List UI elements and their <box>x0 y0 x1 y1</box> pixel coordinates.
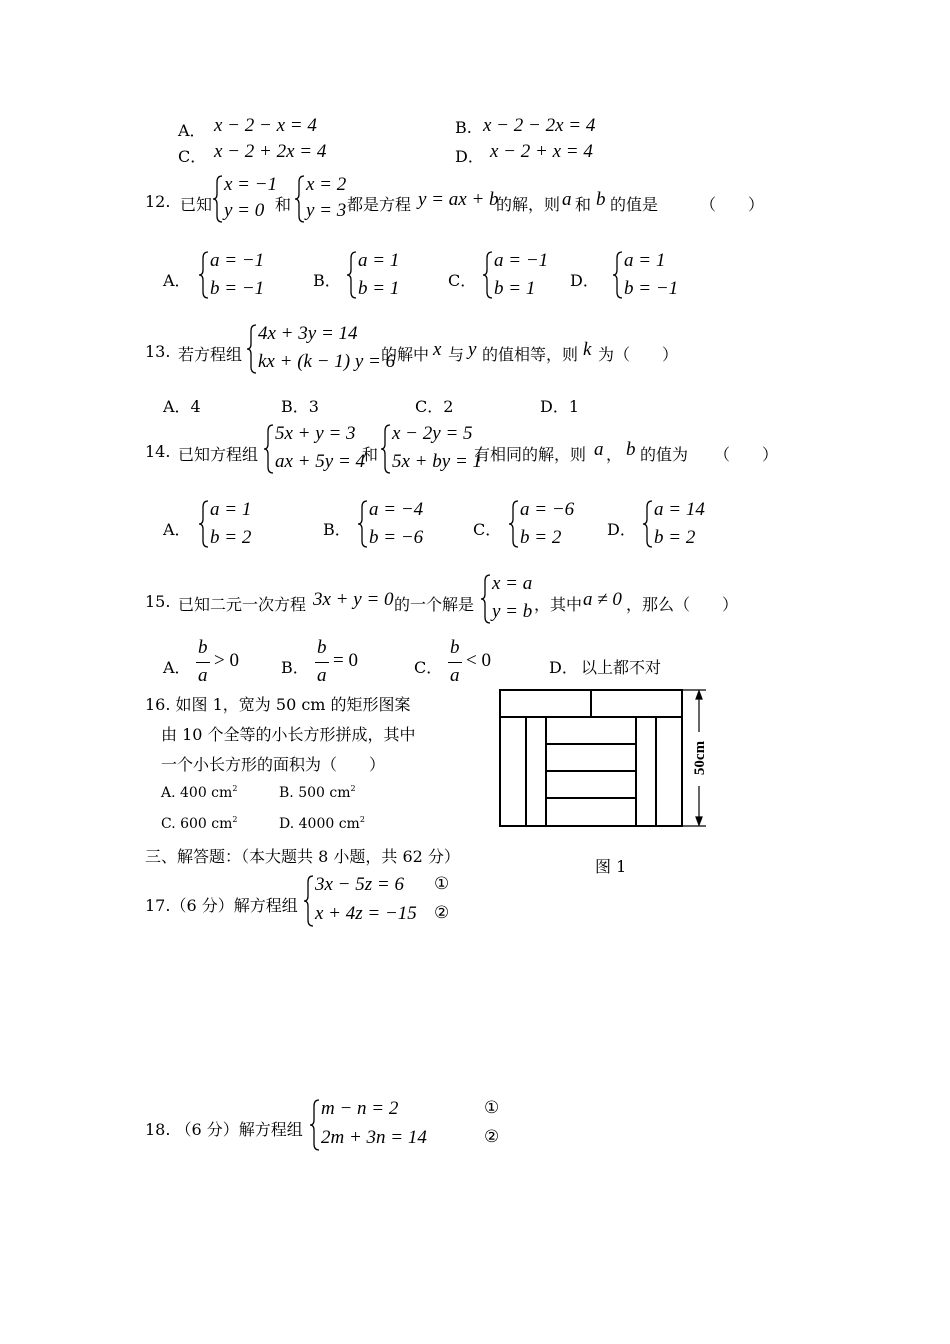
q12-var-a: a <box>562 189 572 210</box>
q15-t3: ，那么（ ） <box>626 595 739 614</box>
q12-var-b: b <box>596 189 606 210</box>
q14-answer-paren: （ ） <box>714 445 779 464</box>
q11-option-b: x − 2 − 2x = 4 <box>483 115 596 136</box>
q13-t3: 的值相等，则 <box>482 345 579 364</box>
q17-mark-2: ② <box>434 903 450 923</box>
q11-option-a-label: A． <box>178 121 206 140</box>
q14-comma: ， <box>606 445 623 464</box>
q14-number: 14. <box>145 442 171 461</box>
q12-option-d-label: D． <box>570 271 599 290</box>
q12-number: 12. <box>145 192 171 211</box>
q16-line1: 16. 如图 1，宽为 50 cm 的矩形图案 <box>145 695 411 714</box>
q15-number: 15. <box>145 592 171 611</box>
q16-figure-caption: 图 1 <box>595 857 627 876</box>
q13-option-a: A．4 <box>163 397 201 416</box>
q12-option-a-label: A． <box>163 271 191 290</box>
q13-lead: 若方程组 <box>178 345 243 364</box>
q15-option-b-label: B． <box>281 658 309 677</box>
q11-option-d-label: D． <box>455 147 484 166</box>
q15-option-c-label: C． <box>414 658 443 677</box>
q11-option-b-label: B. <box>455 118 472 137</box>
q11-option-c: x − 2 + 2x = 4 <box>214 141 327 162</box>
q15-equation: 3x + y = 0 <box>313 589 394 610</box>
q12-answer-paren: （ ） <box>700 195 765 214</box>
q12-option-b-label: B． <box>313 271 341 290</box>
q13-t2: 与 <box>448 345 465 364</box>
q15-option-d-label: D． <box>549 658 578 677</box>
q14-var-b: b <box>626 439 636 460</box>
q16-figure <box>496 686 710 832</box>
q16-line2: 由 10 个全等的小长方形拼成，其中 <box>161 725 416 744</box>
q12-option-c-label: C． <box>448 271 477 290</box>
q11-option-a: x − 2 − x = 4 <box>214 115 317 136</box>
q12-and: 和 <box>275 195 292 214</box>
q15-lead: 已知二元一次方程 <box>178 595 307 614</box>
q12-lead: 已知 <box>180 195 213 214</box>
q16-line3: 一个小长方形的面积为（ ） <box>161 755 386 774</box>
q18-mark-2: ② <box>484 1127 500 1147</box>
q15-t2: ，其中 <box>534 595 583 614</box>
section-3-heading: 三、解答题：（本大题共 8 小题，共 62 分） <box>145 847 460 866</box>
q13-var-k: k <box>583 339 592 360</box>
q13-var-x: x <box>433 339 442 360</box>
q18-lead: 18. （6 分）解方程组 <box>145 1120 303 1139</box>
q14-t1: 有相同的解，则 <box>474 445 587 464</box>
q14-option-a-label: A． <box>163 520 191 539</box>
q16-option-d: D. 4000 $cm^2$ <box>279 815 365 832</box>
q14-var-a: a <box>594 439 604 460</box>
q11-option-c-label: C． <box>178 147 207 166</box>
q13-var-y: y <box>468 339 477 360</box>
q13-number: 13. <box>145 342 171 361</box>
q15-t1: 的一个解是 <box>394 595 475 614</box>
q16-option-c: C. 600 $cm^2$ <box>161 815 238 832</box>
q16-figure-dimension: 50cm <box>692 740 708 776</box>
q15-option-a-label: A． <box>163 658 191 677</box>
q17-mark-1: ① <box>434 874 450 894</box>
q13-t4: 为（ ） <box>598 345 679 364</box>
q17-lead: 17.（6 分）解方程组 <box>145 896 298 915</box>
q12-he: 和 <box>575 195 592 214</box>
q11-option-d: x − 2 + x = 4 <box>490 141 593 162</box>
q12-tail2: 的值是 <box>610 195 659 214</box>
q14-lead: 已知方程组 <box>178 445 259 464</box>
q13-option-b: B．3 <box>281 397 319 416</box>
q14-option-c-label: C． <box>473 520 502 539</box>
q15-option-d: 以上都不对 <box>581 658 662 677</box>
q14-option-d-label: D． <box>607 520 636 539</box>
q14-and: 和 <box>362 445 379 464</box>
q14-t2: 的值为 <box>640 445 689 464</box>
q13-option-d: D．1 <box>540 397 580 416</box>
q12-mid: 都是方程 <box>347 195 412 214</box>
q16-option-b: B. 500 $cm^2$ <box>279 784 356 801</box>
q12-equation: y = ax + b <box>418 189 499 210</box>
q13-t1: 的解中 <box>381 345 430 364</box>
q14-option-b-label: B． <box>323 520 351 539</box>
q16-option-a: A. 400 $cm^2$ <box>161 784 238 801</box>
q15-condition: a ≠ 0 <box>583 589 622 610</box>
q13-option-c: C．2 <box>415 397 454 416</box>
q18-mark-1: ① <box>484 1098 500 1118</box>
q12-tail1: 的解，则 <box>496 195 561 214</box>
